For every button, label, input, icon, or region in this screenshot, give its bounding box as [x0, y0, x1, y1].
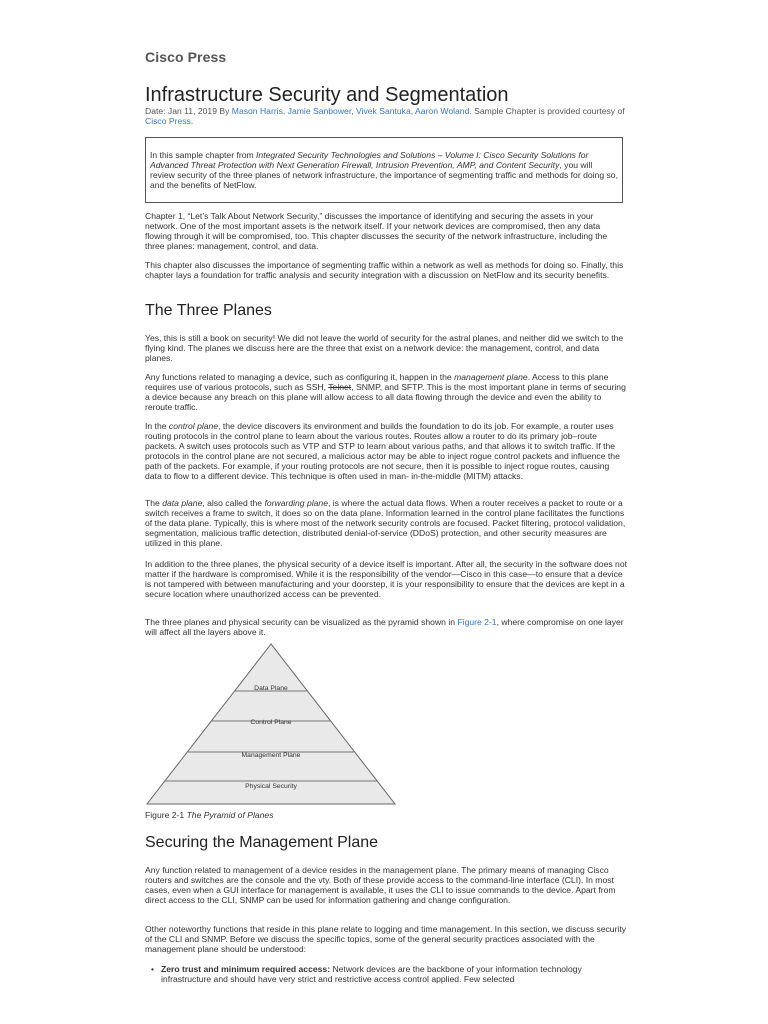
authors-link[interactable]: Mason Harris, Jamie Sanbower, Vivek Santuka, Aaron Woland	[231, 106, 470, 116]
three-planes-paragraph-3: In the control plane, the device discovers its environment and builds the foundation to do its job. For example, a router uses routing protocols in the control plane to learn about the various routes. Routes allow a router to do its primary job–route packets. A switch uses protocols such as VTP and STP to learn about various paths, and that allows it to switch traffic. If the protocols in the control plane are not secured, a malicious actor may be able to inject rogue control packets and influence the path of the packets. For example, if your routing protocols are not secure, then it is possible to inject rogue routes, causing data to flow to a different device. This technique is often used in man- in-the-middle (MITM) attacks.	[145, 421, 620, 481]
pyramid-layer-control-plane: Control Plane	[250, 719, 292, 726]
pyramid-figure	[145, 642, 401, 806]
three-planes-paragraph-6: The three planes and physical security can be visualized as the pyramid shown in Figure 2-1, where compromise on one layer will affect all the layers above it.	[145, 617, 624, 637]
three-planes-paragraph-1: Yes, this is still a book on security! We did not leave the world of security for the astral planes, and neither did we switch to the flying kind. The planes we discuss here are the three that exist on a network device: the management, control, and data planes.	[145, 333, 624, 363]
pyramid-layer-management-plane: Management Plane	[241, 752, 301, 759]
article-meta: Date: Jan 11, 2019 By Mason Harris, Jamie Sanbower, Vivek Santuka, Aaron Woland. Sample Chapter is provided courtesy of Cisco Press.	[145, 106, 625, 126]
securing-paragraph-1: Any function related to management of a device resides in the management plane. The primary means of managing Cisco routers and switches are the console and the vty. Both of these provide access to the command-line interface (CLI). In most cases, even when a GUI interface for management is available, it uses the CLI to issue commands to the device. Apart from direct access to the CLI, SNMP can be used for information gathering and change configuration.	[145, 865, 616, 905]
intro-paragraph-1: Chapter 1, “Let’s Talk About Network Security,” discusses the importance of identifying and securing the assets in your network. One of the most important assets is the network itself. If your network devices are compromised, then any data flowing through it will be compromised, too. This chapter discusses the security of the network infrastructure, including the three planes: management, control, and data.	[145, 211, 608, 251]
section-heading-securing: Securing the Management Plane	[145, 834, 379, 851]
section-heading-three-planes: The Three Planes	[145, 302, 272, 319]
publisher-name: Cisco Press	[145, 49, 227, 65]
pyramid-layer-physical-security: Physical Security	[245, 783, 297, 790]
pyramid-layer-data-plane: Data Plane	[254, 685, 288, 692]
securing-paragraph-2: Other noteworthy functions that reside in this plane relate to logging and time management. In this section, we discuss security of the CLI and SNMP. Before we discuss the specific topics, some of the general security practices associated with the management plane should be understood:	[145, 924, 627, 954]
three-planes-paragraph-4: The data plane, also called the forwarding plane, is where the actual data flows. When a router receives a packet to route or a switch receives a frame to switch, it does so on the data plane. Information learned in the control plane facilitates the functions of the data plane. Typically, this is where most of the network security controls are focused. Packet filtering, protocol validation, segmentation, malicious traffic detection, distributed denial-of-service (DDoS) protection, and other security measures are utilized in this plane.	[145, 498, 626, 548]
list-item: • Zero trust and minimum required access: Network devices are the backbone of your information technology infrastructure and should have very strict and restrictive access control applied. Few selected	[151, 964, 582, 984]
three-planes-paragraph-5: In addition to the three planes, the physical security of a device itself is important. After all, the security in the software does not matter if the hardware is compromised. While it is the responsibility of the vendor—Cisco in this case—to ensure that a device is not tampered with between manufacturing and your doorstep, it is your responsibility to ensure that the devices are kept in a secure location where unauthorized access can be prevented.	[145, 559, 627, 599]
publisher-link[interactable]: Cisco Press	[145, 116, 191, 126]
bullet-icon: •	[151, 964, 155, 974]
intro-paragraph-2: This chapter also discusses the importance of segmenting traffic within a network as well as methods for doing so. Finally, this chapter lays a foundation for traffic analysis and security integration with a discussion on NetFlow and its security benefits.	[145, 260, 624, 280]
figure-link[interactable]: Figure 2-1	[457, 617, 497, 627]
three-planes-paragraph-2: Any functions related to managing a device, such as configuring it, happen in the management plane. Access to this plane requires use of various protocols, such as SSH, Telnet, SNMP, and SFTP. This is the most important plane in terms of securing a device because any breach on this plane will allow access to all data flowing through the device and even the ability to reroute traffic.	[145, 372, 626, 412]
abstract-box: In this sample chapter from Integrated Security Technologies and Solutions – Volume I: Cisco Security Solutions for Advanced Threat Protection with Next Generation Firewall, Intrusion Prevention, AMP, and Content Security, you will review security of the three planes of network infrastructure, the importance of segmenting traffic and methods for doing so, and the benefits of NetFlow.	[145, 137, 623, 203]
figure-caption: Figure 2-1 The Pyramid of Planes	[145, 810, 274, 820]
book-title: Integrated Security Technologies and Solutions – Volume I: Cisco Security Solutions for Advanced Threat Protection with Next Generation Firewall, Intrusion Prevention, AMP, and Content Security	[150, 150, 589, 170]
page-title: Infrastructure Security and Segmentation	[145, 84, 509, 106]
